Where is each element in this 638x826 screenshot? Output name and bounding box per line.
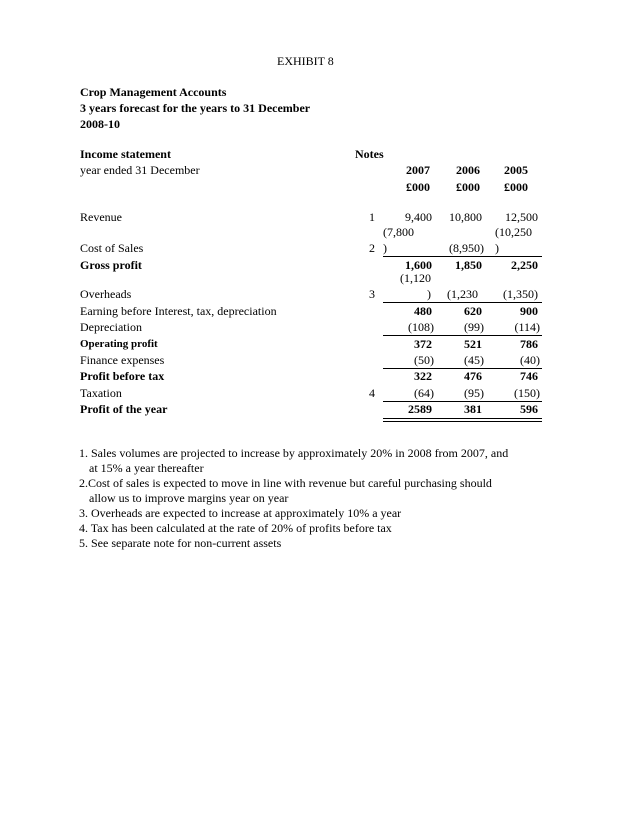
profit-of-year-2005: 596 [520,402,538,416]
cost-of-sales-2007-top: (7,800 [383,225,414,239]
depreciation-2006: (99) [464,320,484,334]
operating-profit-rule [383,335,542,336]
taxation-2007: (64) [414,386,434,400]
unit-2005: £000 [504,180,528,194]
footnote-3: 3. Overheads are expected to increase at approximately 10% a year [79,506,402,520]
footnote-1: 1. Sales volumes are projected to increase by approximately 20% in 2008 from 2007, and [79,446,509,460]
profit-before-tax-2006: 476 [464,369,482,383]
exhibit-title: EXHIBIT 8 [277,54,334,68]
ebitda-2005: 900 [520,304,538,318]
footnote-2-cont: allow us to improve margins year on year [89,491,289,505]
footnote-1-cont: at 15% a year thereafter [89,461,204,475]
row-label-profit-of-year: Profit of the year [80,402,168,416]
header-line-1: Crop Management Accounts [80,85,227,99]
unit-2006: £000 [456,180,480,194]
overheads-2006: (1,230 [447,287,478,301]
footnote-5: 5. See separate note for non-current assets [79,536,282,550]
notes-heading: Notes [355,147,384,161]
row-label-finance-expenses: Finance expenses [80,353,165,367]
year-ended-label: year ended 31 December [80,163,200,177]
profit-of-year-2006: 381 [464,402,482,416]
footnote-2: 2.Cost of sales is expected to move in line with revenue but careful purchasing should [79,476,492,490]
row-label-gross-profit: Gross profit [80,258,142,272]
gross-profit-rule [383,256,542,257]
row-note-taxation: 4 [369,386,375,400]
cost-of-sales-2007: ) [383,241,387,255]
operating-profit-2006: 521 [464,337,482,351]
operating-profit-2007: 372 [414,337,432,351]
year-2006: 2006 [456,163,480,177]
operating-profit-2005: 786 [520,337,538,351]
gross-profit-2005: 2,250 [511,258,538,272]
row-label-ebitda: Earning before Interest, tax, depreciation [80,304,277,318]
cost-of-sales-2005: ) [495,241,499,255]
row-note-overheads: 3 [369,287,375,301]
double-rule-top [383,418,542,419]
depreciation-2005: (114) [514,320,540,334]
row-label-taxation: Taxation [80,386,122,400]
revenue-2006: 10,800 [449,210,482,224]
row-label-revenue: Revenue [80,210,122,224]
taxation-2006: (95) [464,386,484,400]
revenue-2005: 12,500 [505,210,538,224]
ebitda-2006: 620 [464,304,482,318]
gross-profit-2007: 1,600 [405,258,432,272]
cost-of-sales-2006: (8,950) [449,241,484,255]
row-label-cost-of-sales: Cost of Sales [80,241,144,255]
finance-expenses-2005: (40) [520,353,540,367]
row-label-profit-before-tax: Profit before tax [80,369,165,383]
finance-expenses-2006: (45) [464,353,484,367]
row-note-revenue: 1 [369,210,375,224]
overheads-2007-top: (1,120 [400,271,431,285]
double-rule-bottom [383,421,542,422]
ebitda-rule [383,302,542,303]
ebitda-2007: 480 [414,304,432,318]
profit-before-tax-2007: 322 [414,369,432,383]
gross-profit-2006: 1,850 [455,258,482,272]
footnote-4: 4. Tax has been calculated at the rate of 20% of profits before tax [79,521,392,535]
profit-before-tax-2005: 746 [520,369,538,383]
header-line-2: 3 years forecast for the years to 31 December [80,101,311,115]
row-note-cost-of-sales: 2 [369,241,375,255]
depreciation-2007: (108) [408,320,434,334]
header-line-3: 2008-10 [80,117,120,131]
unit-2007: £000 [406,180,430,194]
income-statement-heading: Income statement [80,147,171,161]
row-label-operating-profit: Operating profit [80,338,158,350]
overheads-2005: (1,350) [503,287,538,301]
profit-of-year-2007: 2589 [408,402,432,416]
year-2005: 2005 [504,163,528,177]
year-2007: 2007 [406,163,430,177]
finance-expenses-2007: (50) [414,353,434,367]
row-label-overheads: Overheads [80,287,132,301]
cost-of-sales-2005-top: (10,250 [495,225,532,239]
row-label-depreciation: Depreciation [80,320,142,334]
revenue-2007: 9,400 [405,210,432,224]
overheads-2007: ) [427,287,431,301]
taxation-2005: (150) [514,386,540,400]
